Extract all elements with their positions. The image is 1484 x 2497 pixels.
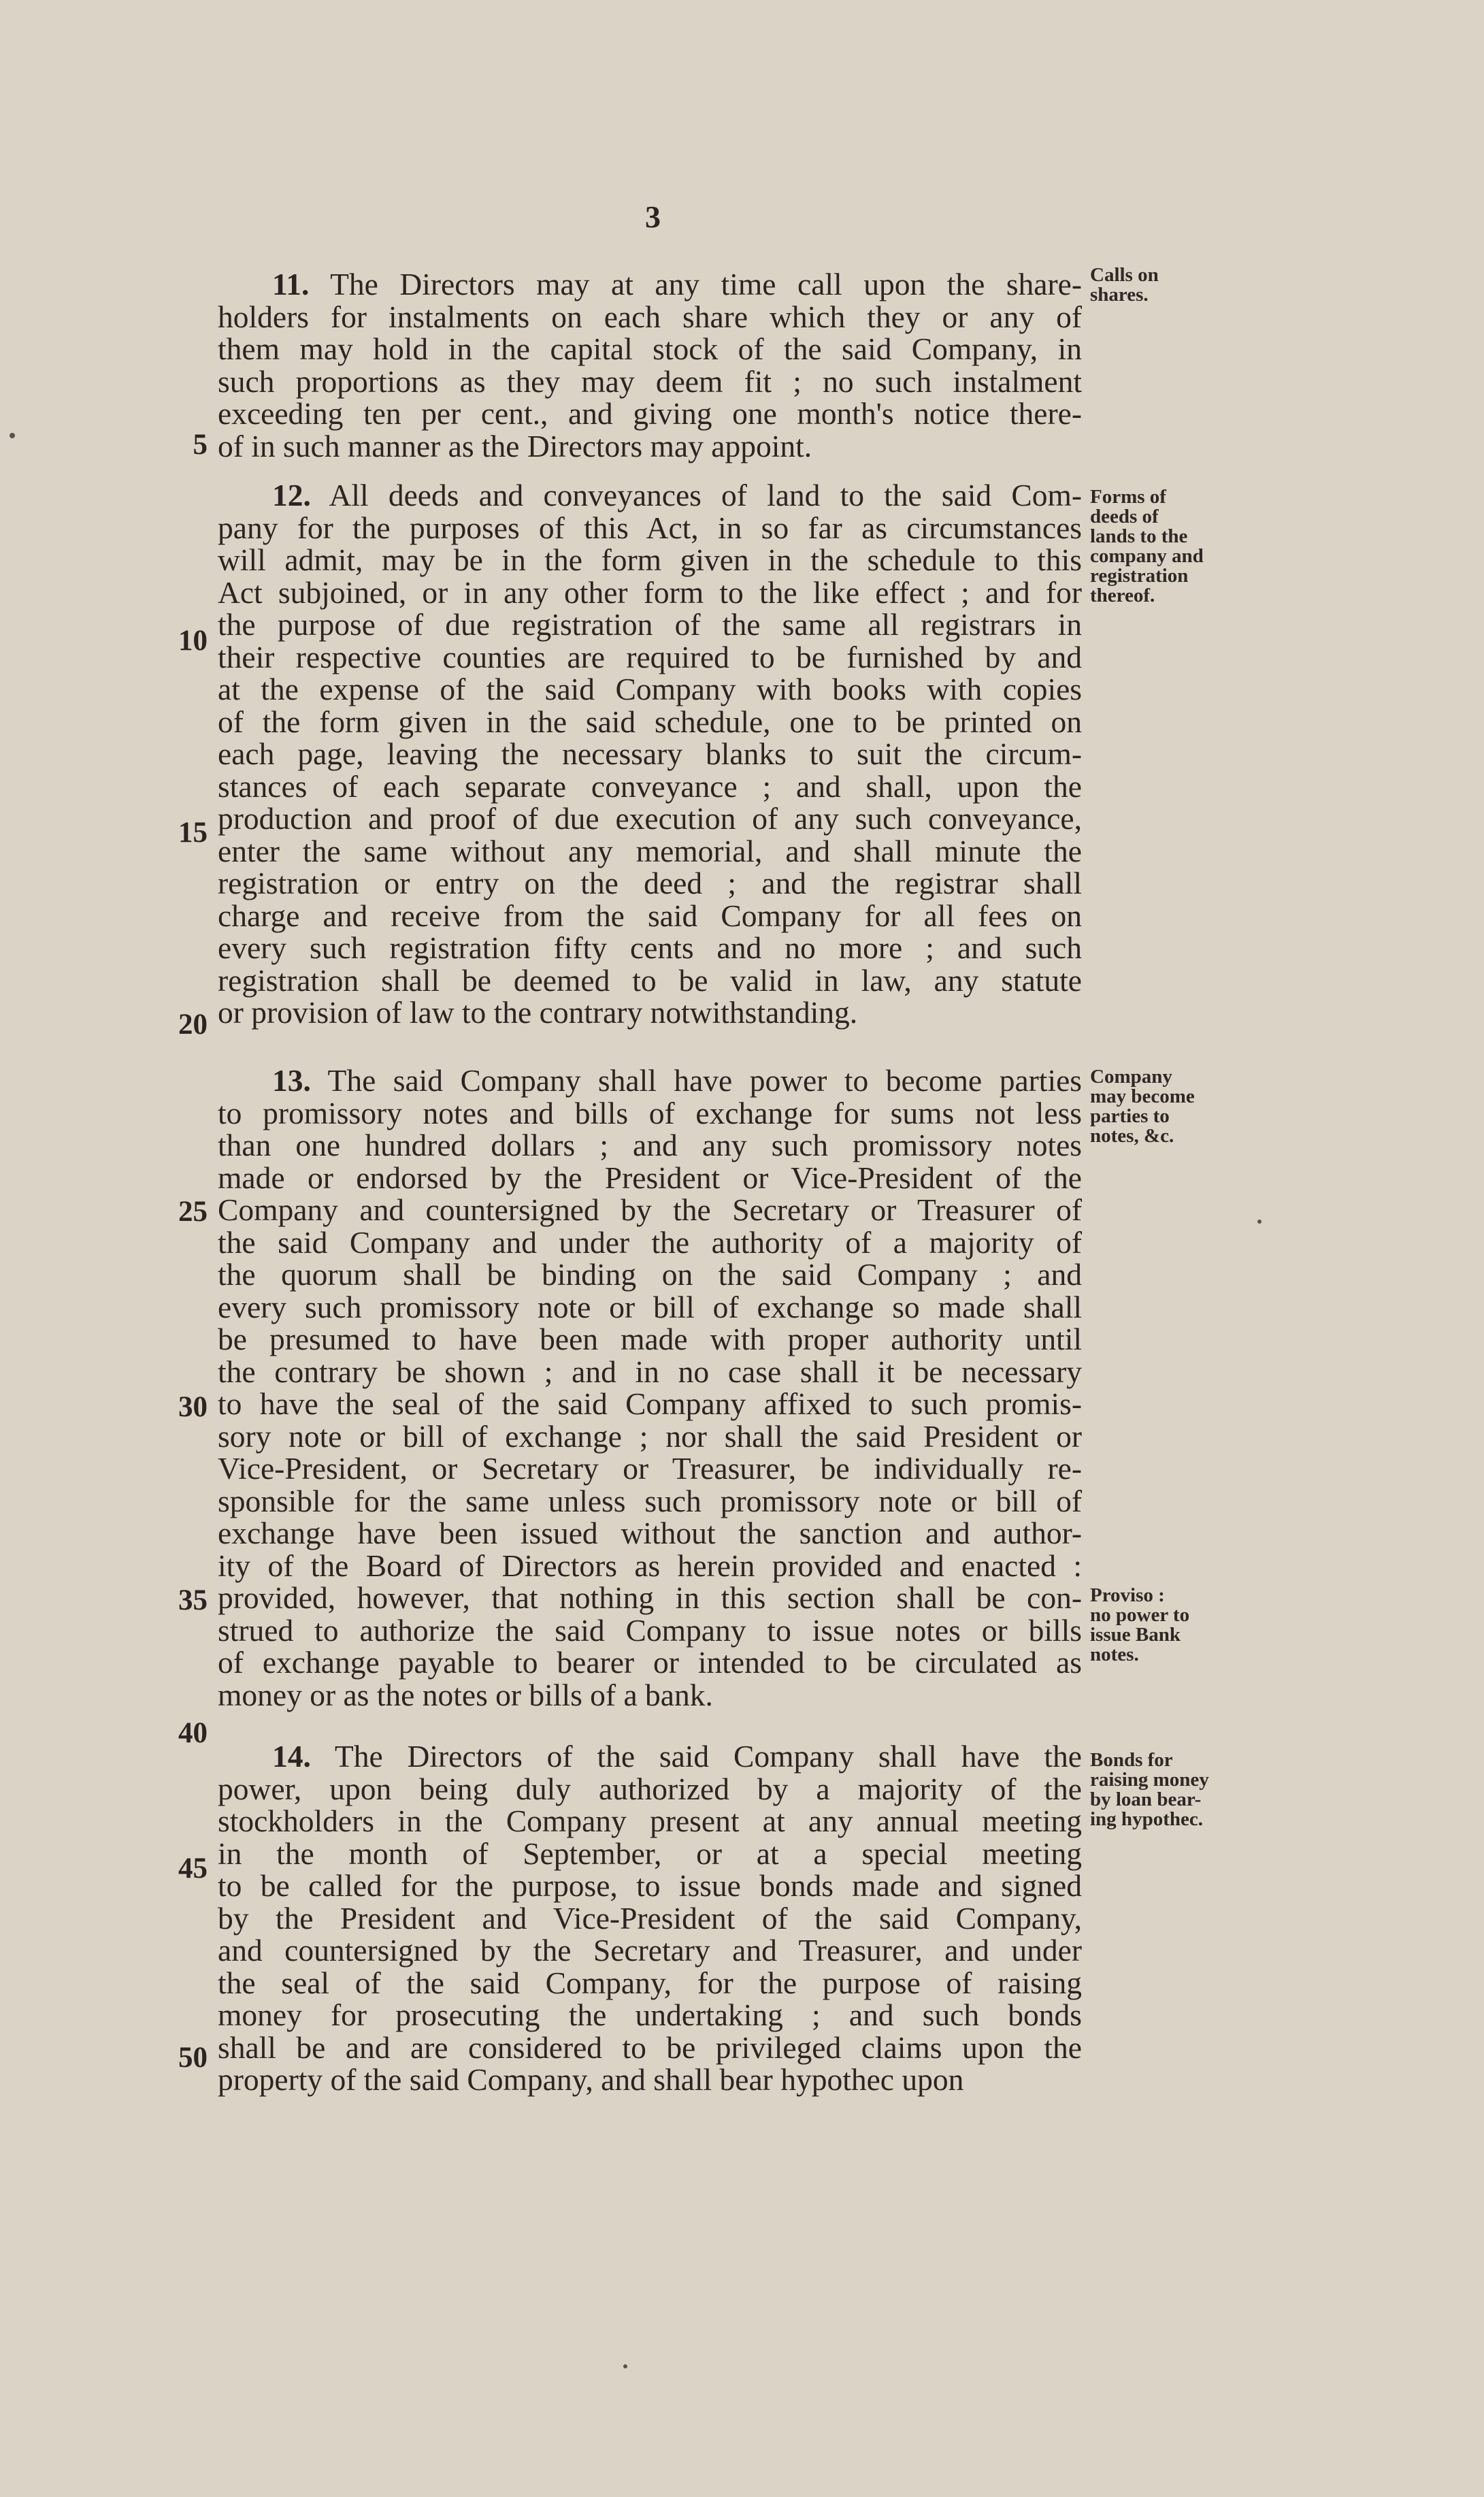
line-number: 45 (178, 1853, 208, 1884)
text-line: will admit, may be in the form given in the schedule to this (218, 542, 1082, 577)
text-line: Act subjoined, or in any other form to the like effect ; and for (218, 574, 1082, 610)
text-line: holders for instalments on each share which they or any of (218, 299, 1082, 334)
text-line: registration shall be deemed to be valid in law, any statute (218, 962, 1082, 998)
text-line: at the expense of the said Company with books with copies (218, 672, 1082, 706)
line-number: 50 (178, 2042, 208, 2074)
section-number: 11. (272, 267, 310, 301)
text-line: every such promissory note or bill of exchange so made shall (218, 1289, 1082, 1324)
text-line: Vice-President, or Secretary or Treasurer, be individually re- (218, 1451, 1082, 1486)
text-line: such proportions as they may deem fit ; no such instalment (218, 363, 1082, 399)
text-line: every such registration fifty cents and no more ; and such (218, 930, 1082, 965)
text-line: of exchange payable to bearer or intended to be circulated as (218, 1645, 1082, 1680)
page-number: 3 (645, 199, 661, 234)
text-line: property of the said Company, and shall bear hypothec upon (218, 2062, 964, 2097)
section-number: 13. (272, 1063, 311, 1098)
text-line: 11. The Directors may at any time call upon the share- (272, 267, 1082, 301)
text-line: 14. The Directors of the said Company shall have the (272, 1739, 1082, 1774)
section-number: 12. (272, 478, 311, 512)
text-line: to have the seal of the said Company affixed to such promis- (218, 1386, 1082, 1421)
text-line: production and proof of due execution of any such conveyance, (218, 801, 1082, 836)
text-line: to be called for the purpose, to issue bonds made and signed (218, 1868, 1082, 1903)
text-line: be presumed to have been made with proper authority until (218, 1322, 1082, 1356)
text-line: charge and receive from the said Company for all fees on (218, 898, 1082, 933)
margin-note: Calls on shares. (1090, 264, 1159, 306)
text-line: sory note or bill of exchange ; nor shall the said President or (218, 1418, 1082, 1454)
text-line: their respective counties are required to be furnished by and (218, 639, 1082, 674)
line-number: 30 (178, 1391, 208, 1423)
text-line: shall be and are considered to be privileged claims upon the (218, 2029, 1082, 2065)
text-line: exceeding ten per cent., and giving one month's notice there- (218, 396, 1082, 431)
text-line: to promissory notes and bills of exchange for sums not less (218, 1095, 1082, 1130)
text-line: the said Company and under the authority of a majority of (218, 1224, 1082, 1260)
speck (1257, 1220, 1262, 1224)
text-line: 13. The said Company shall have power to become parties (272, 1063, 1082, 1098)
text-line: made or endorsed by the President or Vice-President of the (218, 1160, 1082, 1195)
speck (10, 433, 15, 438)
text-line: or provision of law to the contrary notwithstanding. (218, 995, 858, 1030)
text-line: of the form given in the said schedule, one to be printed on (218, 704, 1082, 739)
text-line: than one hundred dollars ; and any such promissory notes (218, 1128, 1082, 1162)
text-line: the seal of the said Company, for the purpose of raising (218, 1965, 1082, 2000)
text-line: pany for the purposes of this Act, in so far as circumstances (218, 510, 1082, 545)
text-line: enter the same without any memorial, and shall minute the (218, 833, 1082, 868)
text-line: sponsible for the same unless such promissory note or bill of (218, 1483, 1082, 1518)
margin-note: Forms of deeds of lands to the company and registration thereof. (1090, 486, 1204, 606)
line-number: 15 (178, 817, 208, 849)
speck (623, 2364, 627, 2368)
margin-note: Company may become parties to notes, &c. (1090, 1066, 1195, 1147)
line-number: 20 (178, 1009, 208, 1041)
text-line: of in such manner as the Directors may appoint. (218, 428, 812, 463)
line-number: 35 (178, 1584, 208, 1616)
text-line: strued to authorize the said Company to issue notes or bills (218, 1612, 1082, 1648)
text-line: by the President and Vice-President of the said Company, (218, 1900, 1082, 1936)
text-line: and countersigned by the Secretary and Treasurer, and under (218, 1933, 1082, 1968)
text-line: each page, leaving the necessary blanks to suit the circum- (218, 736, 1082, 771)
text-line: money or as the notes or bills of a bank. (218, 1677, 713, 1712)
line-number: 10 (178, 625, 208, 657)
line-number: 40 (178, 1717, 208, 1749)
text-line: exchange have been issued without the sanction and author- (218, 1516, 1082, 1550)
text-line: in the month of September, or at a special meeting (218, 1835, 1082, 1871)
text-line: registration or entry on the deed ; and the registrar shall (218, 866, 1082, 900)
text-line: power, upon being duly authorized by a majority of the (218, 1771, 1082, 1806)
text-line: the contrary be shown ; and in no case shall it be necessary (218, 1354, 1082, 1389)
text-line: them may hold in the capital stock of the said Company, in (218, 331, 1082, 366)
margin-note: Bonds for raising money by loan bear- ing hypothec. (1090, 1749, 1209, 1830)
text-line: the purpose of due registration of the same all registrars in (218, 607, 1082, 642)
text-line: stances of each separate conveyance ; and shall, upon the (218, 768, 1082, 804)
text-line: stockholders in the Company present at any annual meeting (218, 1804, 1082, 1838)
text-line: Company and countersigned by the Secretary or Treasurer of (218, 1192, 1082, 1227)
text-line: money for prosecuting the undertaking ; and such bonds (218, 1997, 1082, 2032)
text-line: the quorum shall be binding on the said Company ; and (218, 1257, 1082, 1292)
margin-note: Proviso : no power to issue Bank notes. (1090, 1584, 1190, 1665)
section-number: 14. (272, 1739, 311, 1774)
line-number: 25 (178, 1196, 208, 1228)
line-number: 5 (193, 429, 208, 461)
text-line: ity of the Board of Directors as herein provided and enacted : (218, 1548, 1082, 1583)
text-line: 12. All deeds and conveyances of land to the said Com- (272, 478, 1082, 512)
text-line: provided, however, that nothing in this section shall be con- (218, 1580, 1082, 1615)
